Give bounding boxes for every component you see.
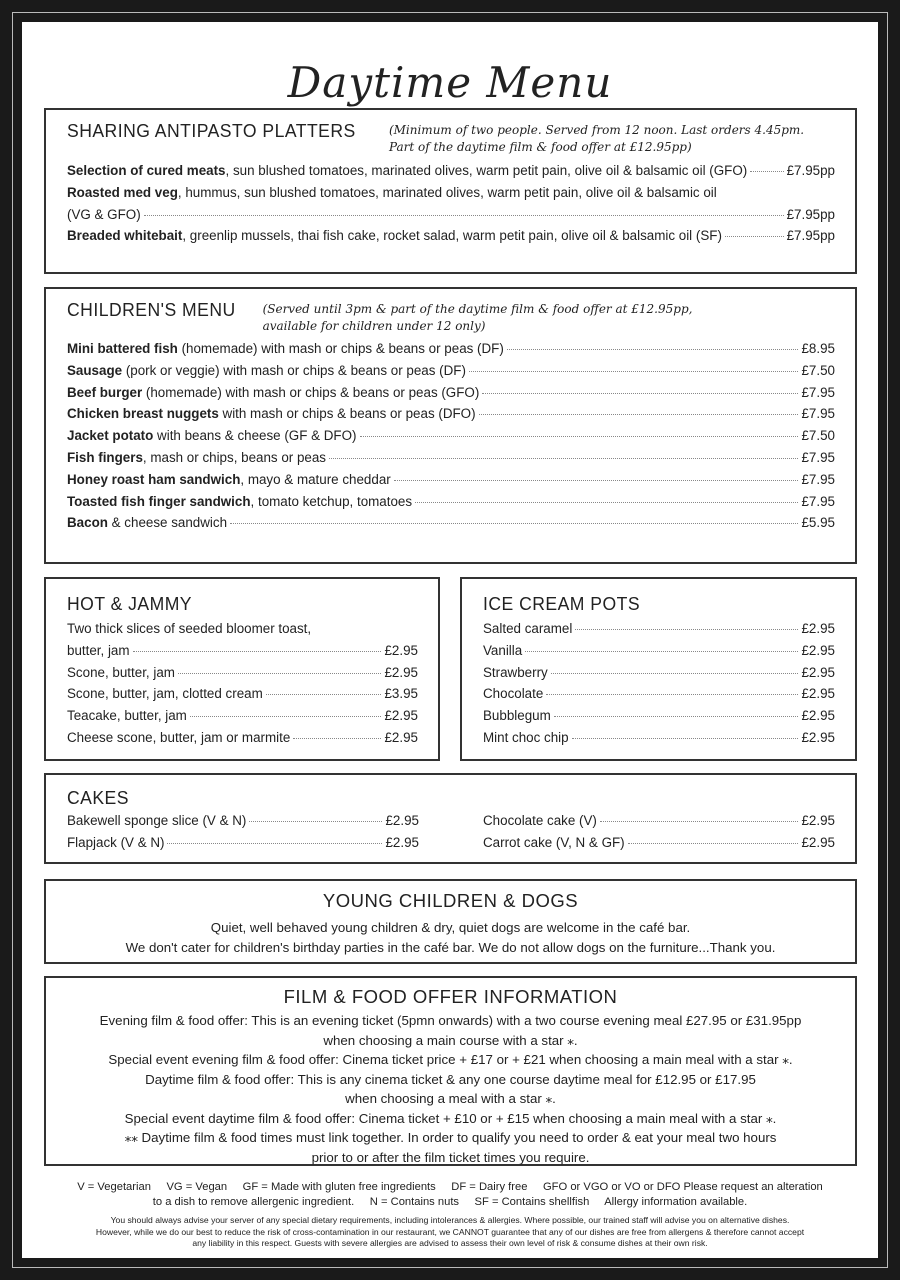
film-food-offer-section xyxy=(44,976,857,1166)
dot-leader xyxy=(750,171,783,172)
section-heading: ICE CREAM POTS xyxy=(483,593,641,614)
dot-leader xyxy=(144,215,784,216)
dot-leader xyxy=(167,843,382,844)
info-line: ⁎⁎ Daytime film & food times must link together. In order to qualify you need to order & eat your meal two hours xyxy=(124,1130,777,1145)
dot-leader xyxy=(190,716,382,717)
section-note: (Served until 3pm & part of the daytime film & food offer at £12.95pp, available for children under 12 only) xyxy=(262,302,693,333)
info-line: when choosing a meal with a star ⁎. xyxy=(345,1091,556,1106)
item-description: (homemade) with mash or chips & beans or peas (GFO) xyxy=(142,384,480,400)
menu-item-line xyxy=(67,182,835,204)
childrens-menu-section xyxy=(44,287,857,564)
section-note: (Minimum of two people. Served from 12 noon. Last orders 4.45pm. Part of the daytime film & food offer at £12.95pp) xyxy=(388,123,805,154)
item-price: £7.95 xyxy=(801,384,835,400)
dot-leader xyxy=(525,651,798,652)
section-heading: CHILDREN'S MENU xyxy=(67,299,236,320)
item-text xyxy=(67,403,476,425)
section-heading: SHARING ANTIPASTO PLATTERS xyxy=(67,120,356,141)
item-price: £2.95 xyxy=(384,664,418,680)
item-description: Chocolate xyxy=(483,686,544,702)
disclaimer-line: However, while we do our best to reduce the risk of cross-contamination in our restaurant, we CANNOT guarantee that any of our dishes are free from allergens & therefore cannot accept xyxy=(95,1226,805,1237)
menu-item xyxy=(67,512,835,534)
item-description: butter, jam xyxy=(67,642,130,658)
dot-leader xyxy=(479,414,799,415)
item-price: £7.95 xyxy=(801,449,835,465)
item-description: Scone, butter, jam, clotted cream xyxy=(67,686,263,702)
item-description: Vanilla xyxy=(483,642,523,658)
item-text xyxy=(67,491,412,513)
info-line: Daytime film & food offer: This is any cinema ticket & any one course daytime meal for £12.95 or £17.95 xyxy=(145,1071,756,1087)
item-text xyxy=(67,727,290,749)
item-text xyxy=(67,382,479,404)
dot-leader xyxy=(572,738,799,739)
item-price: £7.50 xyxy=(801,428,835,444)
info-line: Special event evening film & food offer: Cinema ticket price + £17 or + £21 when choosing a main meal with a star ⁎. xyxy=(108,1052,793,1067)
dot-leader xyxy=(266,694,382,695)
item-name: Beef burger xyxy=(67,384,143,400)
item-name: Mini battered fish xyxy=(67,341,178,356)
menu-item xyxy=(67,469,835,491)
menu-item xyxy=(67,810,419,832)
menu-item xyxy=(67,662,418,684)
item-text xyxy=(67,683,263,705)
hot-and-jammy-section xyxy=(44,577,440,761)
dot-leader xyxy=(415,502,798,503)
menu-item xyxy=(483,810,835,832)
item-description: , greenlip mussels, thai fish cake, rocket salad, warm petit pain, olive oil & balsamic oil (SF) xyxy=(182,228,722,244)
item-text xyxy=(67,469,391,491)
dot-leader xyxy=(546,694,798,695)
dot-leader xyxy=(360,436,799,437)
item-name: Chicken breast nuggets xyxy=(67,406,219,422)
item-text xyxy=(67,425,357,447)
item-description: Mint choc chip xyxy=(483,729,569,745)
item-description: with beans & cheese (GF & DFO) xyxy=(153,428,357,444)
item-text xyxy=(67,338,504,360)
item-price: £7.95pp xyxy=(786,206,835,222)
info-line: when choosing a main course with a star ⁎. xyxy=(323,1032,578,1048)
item-name: Roasted med veg xyxy=(67,184,178,200)
item-price: £7.95 xyxy=(801,471,835,487)
section-heading: CAKES xyxy=(67,787,129,808)
item-description: , mash or chips, beans or peas xyxy=(142,449,327,465)
item-name: Toasted fish finger sandwich xyxy=(67,493,251,509)
allergen-key: V = Vegetarian VG = Vegan GF = Made with gluten free ingredients DF = Dairy free GFO or VGO or VO or DFO Please request an alteration to a dish to remove allergenic ingredient. N = Contains nuts SF = Contains shellfish Allergy information available. xyxy=(77,1181,823,1208)
menu-item xyxy=(67,360,835,382)
item-price: £2.95 xyxy=(801,708,835,724)
item-price: £2.95 xyxy=(801,834,835,850)
menu-item xyxy=(67,204,835,226)
item-price: £3.95 xyxy=(384,686,418,702)
dot-leader xyxy=(628,843,799,844)
item-description: Two thick slices of seeded bloomer toast, xyxy=(67,621,312,636)
item-name: Bacon xyxy=(67,515,108,531)
menu-item xyxy=(483,683,835,705)
menu-item xyxy=(67,338,835,360)
item-name: Honey roast ham sandwich xyxy=(67,471,241,487)
item-text xyxy=(483,810,597,832)
dot-leader xyxy=(469,371,799,372)
item-description: Scone, butter, jam xyxy=(67,664,175,680)
item-price: £2.95 xyxy=(801,729,835,745)
info-line: Quiet, well behaved young children & dry, quiet dogs are welcome in the café bar. xyxy=(210,920,691,935)
menu-item xyxy=(483,727,835,749)
item-price: £2.95 xyxy=(801,642,835,658)
info-line: Evening film & food offer: This is an evening ticket (5pmn onwards) with a two course evening meal £27.95 or £31.95pp xyxy=(99,1013,802,1028)
item-price: £2.95 xyxy=(384,642,418,658)
item-text xyxy=(67,512,227,534)
dot-leader xyxy=(575,629,798,630)
menu-item xyxy=(67,832,419,854)
dot-leader xyxy=(293,738,381,739)
item-description: , mayo & mature cheddar xyxy=(240,471,391,487)
item-text xyxy=(67,640,130,662)
item-name: Jacket potato xyxy=(67,428,154,444)
item-description: Bakewell sponge slice (V & N) xyxy=(67,813,247,828)
menu-item xyxy=(483,662,835,684)
menu-item xyxy=(483,640,835,662)
item-description: , hummus, sun blushed tomatoes, marinated olives, warm petit pain, olive oil & balsamic oil xyxy=(177,184,717,200)
item-price: £7.95 xyxy=(801,493,835,509)
item-description: , tomato ketchup, tomatoes xyxy=(250,493,413,509)
item-text xyxy=(483,683,543,705)
item-description: Chocolate cake (V) xyxy=(483,813,597,828)
item-price: £2.95 xyxy=(801,621,835,636)
info-line: Special event daytime film & food offer: Cinema ticket + £10 or + £15 when choosing a main meal with a star ⁎. xyxy=(124,1110,777,1126)
item-price: £5.95 xyxy=(801,515,835,531)
menu-item xyxy=(67,225,835,247)
dot-leader xyxy=(178,673,382,674)
menu-item xyxy=(483,705,835,727)
menu-item xyxy=(67,491,835,513)
item-name: Breaded whitebait xyxy=(67,228,183,244)
dot-leader xyxy=(133,651,382,652)
section-heading: FILM & FOOD OFFER INFORMATION xyxy=(283,986,618,1007)
item-text xyxy=(483,832,625,854)
menu-title: Daytime Menu xyxy=(287,58,613,107)
item-description: Carrot cake (V, N & GF) xyxy=(483,834,625,850)
dot-leader xyxy=(249,821,382,822)
item-text xyxy=(67,810,246,832)
item-price: £2.95 xyxy=(801,686,835,702)
menu-item xyxy=(483,832,835,854)
item-price: £2.95 xyxy=(385,834,419,850)
item-description: Strawberry xyxy=(483,664,548,680)
item-description: Cheese scone, butter, jam or marmite xyxy=(67,729,291,745)
disclaimer-line: any liability in this respect. Guests with severe allergies are advised to assess their own level of risk & consume dishes at their own risk. xyxy=(192,1238,708,1248)
item-name: Selection of cured meats xyxy=(67,163,226,178)
dot-leader xyxy=(551,673,799,674)
item-text xyxy=(483,705,551,727)
menu-item xyxy=(67,160,835,182)
dot-leader xyxy=(507,349,799,350)
item-description: Salted caramel xyxy=(483,621,573,636)
dot-leader xyxy=(394,480,799,481)
menu-item xyxy=(67,447,835,469)
menu-item xyxy=(67,705,418,727)
item-name: Fish fingers xyxy=(67,449,143,465)
menu-item xyxy=(67,683,418,705)
cakes-section xyxy=(44,773,857,864)
item-description: Flapjack (V & N) xyxy=(67,834,165,850)
item-price: £2.95 xyxy=(384,729,418,745)
info-line: We don't cater for children's birthday parties in the café bar. We do not allow dogs on the furniture...Thank you. xyxy=(125,939,776,955)
section-heading: HOT & JAMMY xyxy=(67,593,193,614)
dot-leader xyxy=(329,458,798,459)
young-children-dogs-section xyxy=(44,879,857,964)
item-price: £7.50 xyxy=(801,362,835,378)
menu-item-line xyxy=(67,618,418,640)
dot-leader xyxy=(725,236,784,237)
menu-page xyxy=(22,22,878,1258)
item-text xyxy=(483,662,548,684)
item-price: £2.95 xyxy=(801,813,835,828)
item-description: (pork or veggie) with mash or chips & beans or peas (DF) xyxy=(122,362,466,378)
item-description: & cheese sandwich xyxy=(107,515,228,531)
item-text xyxy=(483,727,569,749)
item-price: £2.95 xyxy=(385,813,419,828)
item-text xyxy=(67,204,141,226)
info-line: prior to or after the film ticket times you require. xyxy=(311,1149,590,1165)
item-text xyxy=(67,160,747,182)
item-price: £2.95 xyxy=(801,664,835,680)
menu-item xyxy=(67,640,418,662)
dot-leader xyxy=(230,523,798,524)
item-price: £8.95 xyxy=(801,341,835,356)
item-price: £7.95 xyxy=(801,406,835,422)
item-text xyxy=(67,225,722,247)
item-text xyxy=(67,832,164,854)
allergy-disclaimer xyxy=(44,1215,856,1250)
item-text xyxy=(483,640,522,662)
dot-leader xyxy=(482,393,798,394)
item-price: £7.95pp xyxy=(786,228,835,244)
item-text xyxy=(67,705,187,727)
item-text xyxy=(483,618,572,640)
dot-leader xyxy=(600,821,799,822)
antipasto-section xyxy=(44,108,857,274)
section-heading: YOUNG CHILDREN & DOGS xyxy=(322,890,579,911)
dot-leader xyxy=(554,716,799,717)
item-text xyxy=(67,447,326,469)
item-description: with mash or chips & beans or peas (DFO) xyxy=(218,406,476,422)
item-description: Teacake, butter, jam xyxy=(67,708,187,724)
menu-item xyxy=(67,727,418,749)
item-description: (homemade) with mash or chips & beans or peas (DF) xyxy=(177,341,504,356)
menu-item xyxy=(67,382,835,404)
menu-item xyxy=(67,425,835,447)
menu-item xyxy=(67,403,835,425)
item-price: £7.95pp xyxy=(786,163,835,178)
item-text xyxy=(67,360,466,382)
item-description: , sun blushed tomatoes, marinated olives, warm petit pain, olive oil & balsamic oil (GFO) xyxy=(225,163,748,178)
disclaimer-line: You should always advise your server of any special dietary requirements, including intolerances & allergies. Where possible, our trained staff will advise you on alternative dishes. xyxy=(110,1215,790,1225)
item-text xyxy=(67,662,175,684)
item-description: Bubblegum xyxy=(483,708,551,724)
menu-item xyxy=(483,618,835,640)
item-description: (VG & GFO) xyxy=(67,206,141,222)
item-price: £2.95 xyxy=(384,708,418,724)
ice-cream-pots-section xyxy=(460,577,857,761)
item-name: Sausage xyxy=(67,362,123,378)
